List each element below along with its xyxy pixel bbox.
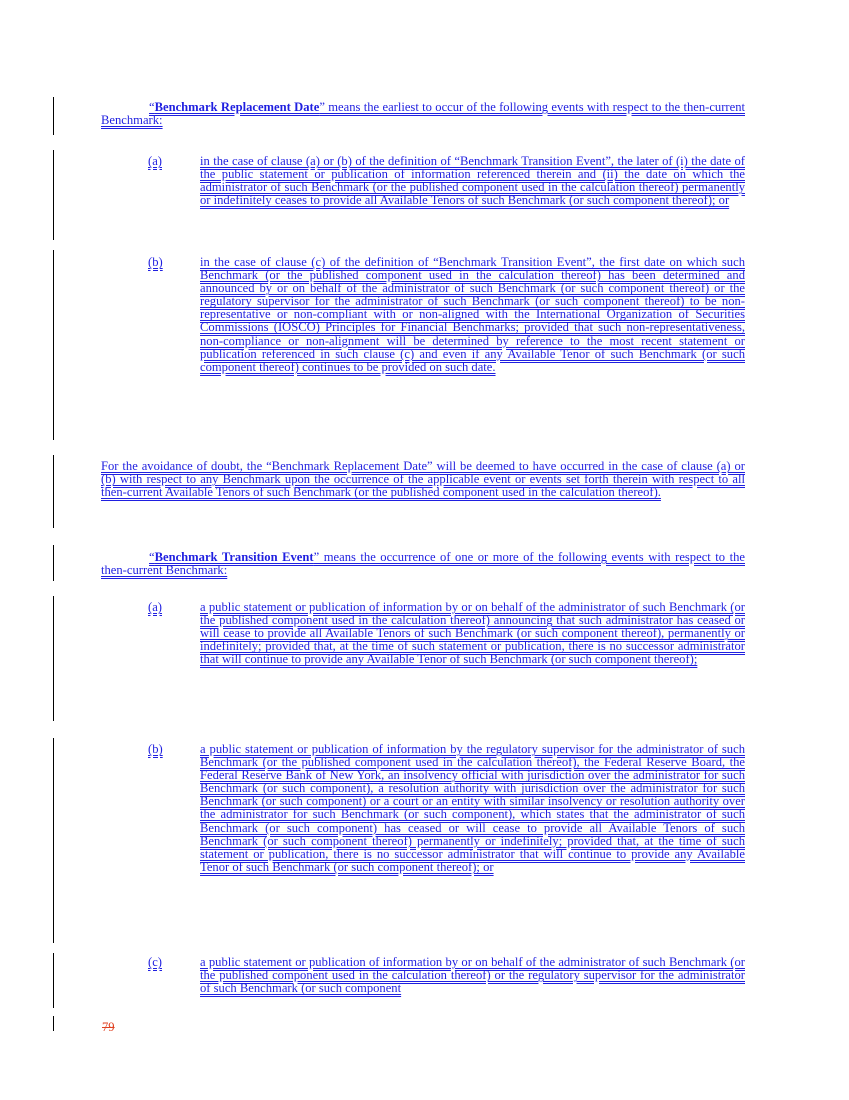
defined-term: Benchmark Replacement Date: [154, 100, 320, 114]
change-bar: [53, 953, 54, 1008]
list-item: [148, 956, 745, 995]
change-bar: [53, 738, 54, 943]
change-bar: [53, 455, 54, 528]
list-item: [148, 601, 745, 666]
item-label: (b): [148, 255, 163, 269]
list-item: [148, 155, 745, 207]
item-label: (a): [148, 154, 162, 168]
item-text: a public statement or publication of information by or on behalf of the administrator of such Benchmark (or the published component used in the calculation thereof) or the regulatory supervisor for the administrator of such Benchmark (or such component: [200, 955, 745, 996]
item-text: in the case of clause (c) of the definition of “Benchmark Transition Event”, the first date on which such Benchmark (or the published component used in the calculation thereof) has been determined and announced by or on behalf of the administrator of such Benchmark (or such component thereof) or the regulatory supervisor for the administrator of such Benchmark (or such component thereof) to be non-representative or non-compliant with or non-aligned with the International Organization of Securities Commissions (IOSCO) Principles for Financial Benchmarks; provided that such non-representativeness, non-compliance or non-alignment will be determined by reference to the most recent statement or publication referenced in such clause (c) and even if any Available Tenor of such Benchmark (or such component thereof) continues to be provided on such date.: [200, 255, 745, 374]
item-label: (c): [148, 955, 162, 969]
change-bar: [53, 545, 54, 581]
list-item: [148, 256, 745, 374]
change-bar: [53, 1016, 54, 1031]
page-number: 79: [102, 1020, 115, 1034]
change-bar: [53, 97, 54, 135]
change-bar: [53, 150, 54, 240]
item-label: (a): [148, 600, 162, 614]
defined-term: Benchmark Transition Event: [154, 550, 314, 564]
item-text: in the case of clause (a) or (b) of the definition of “Benchmark Transition Event”, the later of (i) the date of the public statement or publication of information referenced therein and (ii) the date on which the administrator of such Benchmark (or the published component used in the calculation thereof) permanently or indefinitely ceases to provide all Available Tenors of such Benchmark (or such component thereof); or: [200, 154, 745, 208]
definition-benchmark-transition-event: “Benchmark Transition Event” means the occurrence of one or more of the following events with respect to the then-current Benchmark:: [101, 550, 745, 578]
change-bar: [53, 596, 54, 721]
change-bar: [53, 250, 54, 440]
item-text: a public statement or publication of information by or on behalf of the administrator of such Benchmark (or the published component used in the calculation thereof) announcing that such administrator has ceased or will cease to provide all Available Tenors of such Benchmark (or such component thereof), permanently or indefinitely; provided that, at the time of such statement or publication, there is no successor administrator that will continue to provide any Available Tenor of such Benchmark (or such component thereof);: [200, 600, 745, 667]
list-item: [148, 743, 745, 874]
item-label: (b): [148, 742, 163, 756]
definition-benchmark-replacement-date: “Benchmark Replacement Date” means the earliest to occur of the following events with respect to the then-current Benchmark:: [101, 100, 745, 128]
item-text: a public statement or publication of information by the regulatory supervisor for the administrator of such Benchmark (or the published component used in the calculation thereof), the Federal Reserve Board, the Federal Reserve Bank of New York, an insolvency official with jurisdiction over the administrator for such Benchmark (or such component), a resolution authority with jurisdiction over the administrator for such Benchmark (or such component) or a court or an entity with similar insolvency or resolution authority over the administrator for such Benchmark (or such component), which states that the administrator of such Benchmark (or such component) has ceased or will cease to provide all Available Tenors of such Benchmark (or such component thereof) permanently or indefinitely; provided that, at the time of such statement or publication, there is no successor administrator that will continue to provide any Available Tenor of such Benchmark (or such component thereof); or: [200, 742, 745, 874]
avoidance-paragraph: For the avoidance of doubt, the “Benchmark Replacement Date” will be deemed to have occurred in the case of clause (a) or (b) with respect to any Benchmark upon the occurrence of the applicable event or events set forth therein with respect to all then-current Available Tenors of such Benchmark (or the published component used in the calculation thereof).: [101, 459, 745, 500]
